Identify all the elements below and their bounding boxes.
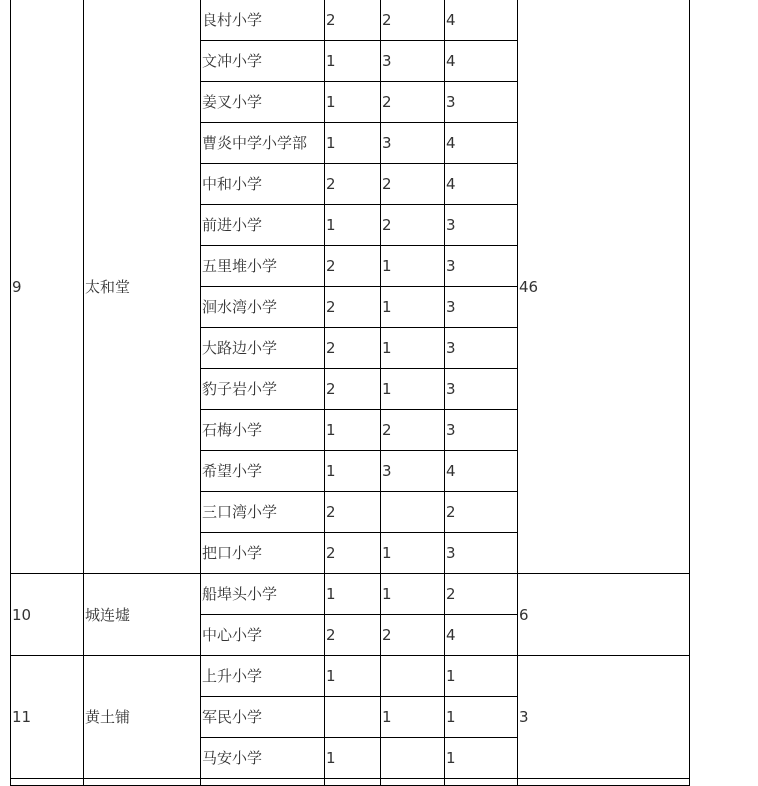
count-c-cell: 3	[445, 328, 518, 369]
group-number-cell: 9	[11, 0, 84, 574]
empty-cell	[381, 779, 445, 786]
group-total-cell: 3	[518, 656, 690, 779]
count-c-cell: 3	[445, 410, 518, 451]
count-a-cell: 2	[325, 533, 381, 574]
count-c-cell: 1	[445, 697, 518, 738]
empty-cell	[325, 779, 381, 786]
count-a-cell: 1	[325, 574, 381, 615]
count-b-cell: 3	[381, 123, 445, 164]
count-a-cell: 1	[325, 41, 381, 82]
count-c-cell: 4	[445, 164, 518, 205]
count-c-cell: 4	[445, 123, 518, 164]
count-c-cell: 3	[445, 205, 518, 246]
count-b-cell	[381, 656, 445, 697]
school-name-cell: 军民小学	[201, 697, 325, 738]
count-a-cell: 1	[325, 738, 381, 779]
count-b-cell: 2	[381, 82, 445, 123]
school-name-cell: 马安小学	[201, 738, 325, 779]
group-number-cell: 11	[11, 656, 84, 779]
town-name-cell: 太和堂	[84, 0, 201, 574]
school-name-cell: 船埠头小学	[201, 574, 325, 615]
school-allocation-table	[10, 0, 690, 786]
count-c-cell: 2	[445, 492, 518, 533]
school-name-cell: 豹子岩小学	[201, 369, 325, 410]
count-c-cell: 2	[445, 574, 518, 615]
table-row	[11, 0, 690, 41]
count-b-cell: 1	[381, 533, 445, 574]
count-c-cell: 1	[445, 738, 518, 779]
school-name-cell: 中心小学	[201, 615, 325, 656]
count-c-cell: 3	[445, 246, 518, 287]
count-b-cell: 1	[381, 369, 445, 410]
school-name-cell: 姜叉小学	[201, 82, 325, 123]
table-row	[11, 656, 690, 697]
count-b-cell: 1	[381, 574, 445, 615]
school-name-cell: 五里堆小学	[201, 246, 325, 287]
count-a-cell: 2	[325, 369, 381, 410]
count-c-cell: 4	[445, 41, 518, 82]
count-a-cell: 1	[325, 205, 381, 246]
school-name-cell: 三口湾小学	[201, 492, 325, 533]
count-a-cell: 1	[325, 123, 381, 164]
school-name-cell: 文冲小学	[201, 41, 325, 82]
school-name-cell: 洄水湾小学	[201, 287, 325, 328]
count-b-cell: 2	[381, 205, 445, 246]
count-a-cell: 2	[325, 246, 381, 287]
count-a-cell	[325, 697, 381, 738]
count-b-cell: 3	[381, 451, 445, 492]
count-c-cell: 3	[445, 287, 518, 328]
empty-cell	[445, 779, 518, 786]
count-a-cell: 2	[325, 615, 381, 656]
count-b-cell: 2	[381, 164, 445, 205]
count-a-cell: 1	[325, 656, 381, 697]
count-a-cell: 2	[325, 492, 381, 533]
count-b-cell: 1	[381, 246, 445, 287]
count-a-cell: 2	[325, 287, 381, 328]
count-b-cell: 1	[381, 697, 445, 738]
school-name-cell: 良村小学	[201, 0, 325, 41]
empty-cell	[84, 779, 201, 786]
count-b-cell: 1	[381, 328, 445, 369]
count-b-cell	[381, 738, 445, 779]
group-number-cell: 10	[11, 574, 84, 656]
count-a-cell: 2	[325, 0, 381, 41]
town-name-cell: 黄土铺	[84, 656, 201, 779]
empty-cell	[201, 779, 325, 786]
school-name-cell: 前进小学	[201, 205, 325, 246]
school-name-cell: 把口小学	[201, 533, 325, 574]
count-b-cell: 1	[381, 287, 445, 328]
count-a-cell: 1	[325, 451, 381, 492]
count-b-cell: 2	[381, 0, 445, 41]
count-b-cell	[381, 492, 445, 533]
count-c-cell: 3	[445, 533, 518, 574]
empty-cell	[11, 779, 84, 786]
table-row-partial	[11, 779, 690, 786]
empty-cell	[518, 779, 690, 786]
count-a-cell: 2	[325, 164, 381, 205]
table-row	[11, 574, 690, 615]
group-total-cell: 46	[518, 0, 690, 574]
school-name-cell: 希望小学	[201, 451, 325, 492]
count-a-cell: 1	[325, 410, 381, 451]
school-name-cell: 石梅小学	[201, 410, 325, 451]
count-c-cell: 3	[445, 369, 518, 410]
count-c-cell: 4	[445, 615, 518, 656]
count-b-cell: 2	[381, 410, 445, 451]
count-c-cell: 3	[445, 82, 518, 123]
group-total-cell: 6	[518, 574, 690, 656]
school-name-cell: 曹炎中学小学部	[201, 123, 325, 164]
count-b-cell: 3	[381, 41, 445, 82]
school-name-cell: 上升小学	[201, 656, 325, 697]
count-c-cell: 1	[445, 656, 518, 697]
count-c-cell: 4	[445, 451, 518, 492]
town-name-cell: 城连墟	[84, 574, 201, 656]
school-name-cell: 中和小学	[201, 164, 325, 205]
count-a-cell: 2	[325, 328, 381, 369]
school-name-cell: 大路边小学	[201, 328, 325, 369]
count-c-cell: 4	[445, 0, 518, 41]
count-a-cell: 1	[325, 82, 381, 123]
count-b-cell: 2	[381, 615, 445, 656]
